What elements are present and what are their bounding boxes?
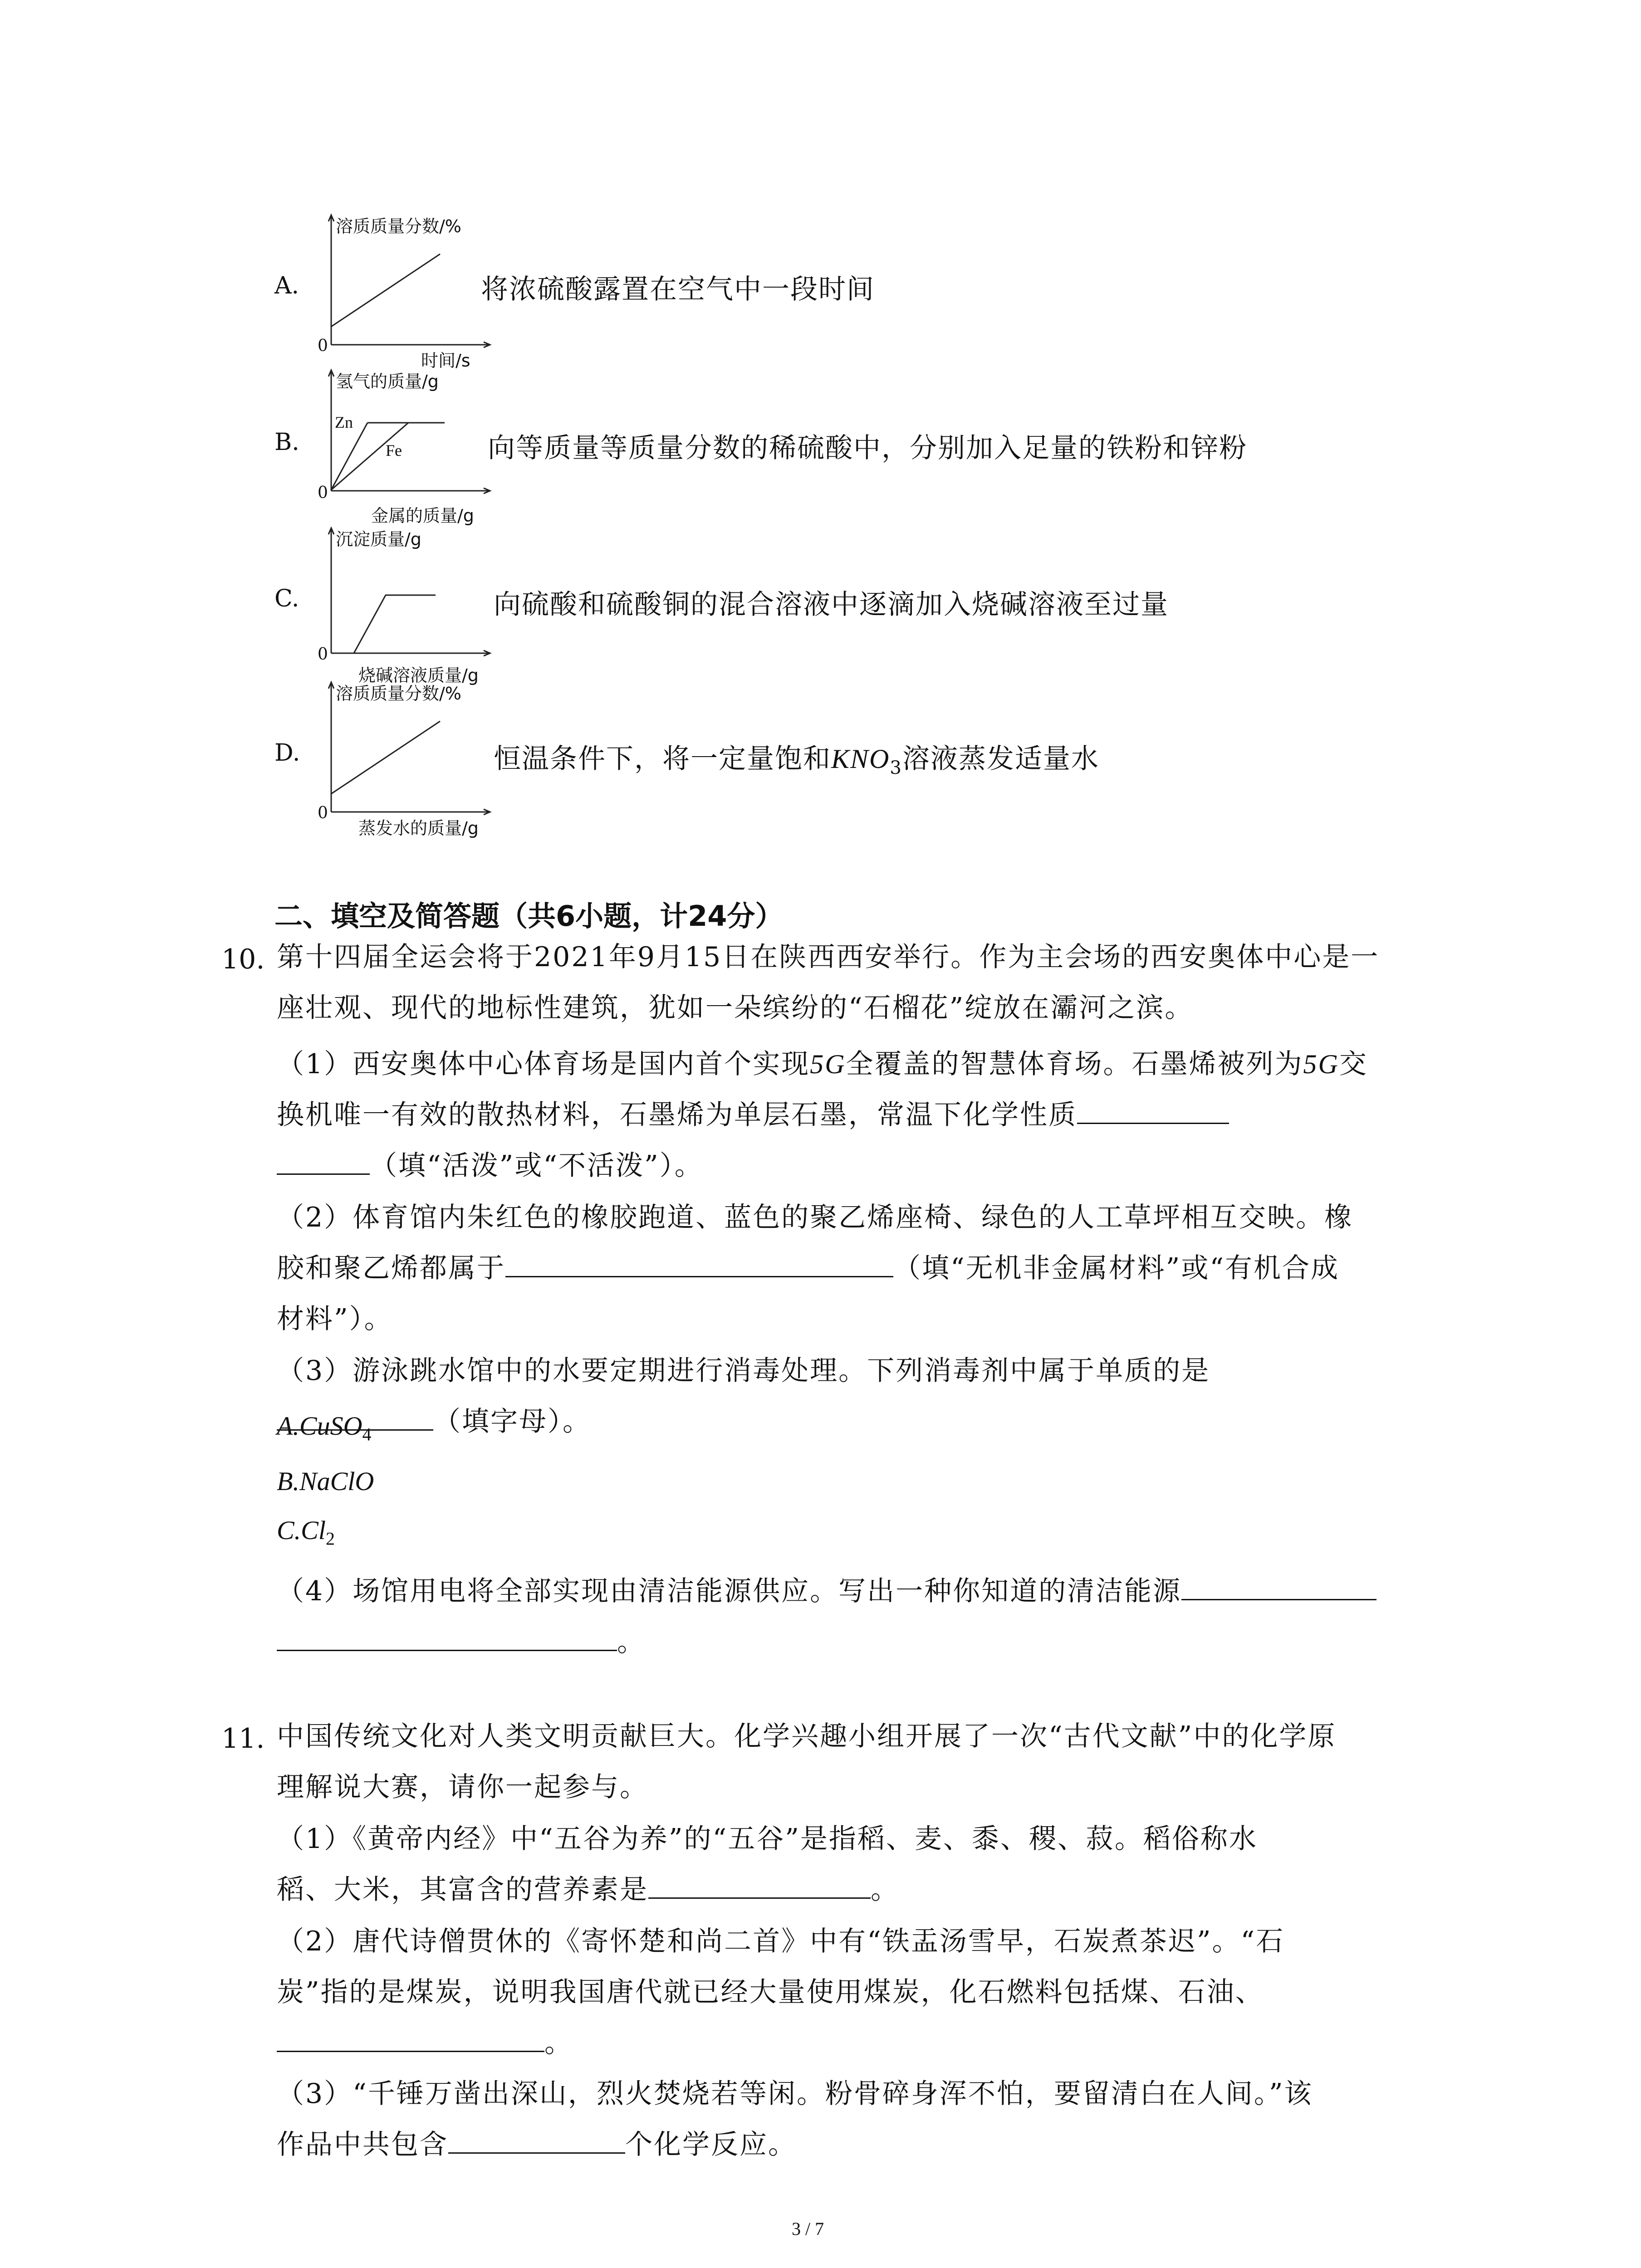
answer-blank[interactable] bbox=[277, 1146, 370, 1175]
option-text: 恒温条件下，将一定量饱和$KNO_3$溶液蒸发适量水 bbox=[494, 743, 1099, 778]
answer-blank[interactable] bbox=[448, 2125, 625, 2154]
x-axis-label: 时间/s bbox=[421, 351, 470, 371]
choice-a: A.CuSO$_4$ bbox=[277, 1411, 372, 1445]
option-letter: B. bbox=[274, 429, 299, 456]
option-text: 将浓硫酸露置在空气中一段时间 bbox=[481, 274, 875, 305]
q10-part3-line2: （填字母）。 bbox=[277, 1396, 591, 1447]
y-axis-label: 氢气的质量/g bbox=[336, 371, 439, 391]
origin-label: 0 bbox=[318, 337, 328, 355]
option-text: 向硫酸和硫酸铜的混合溶液中逐滴加入烧碱溶液至过量 bbox=[494, 589, 1169, 621]
answer-blank[interactable] bbox=[277, 1623, 617, 1651]
y-axis-label: 溶质质量分数/% bbox=[336, 216, 461, 236]
q10-part2-line3: 材料”）。 bbox=[277, 1303, 393, 1335]
answer-blank[interactable] bbox=[1077, 1095, 1229, 1124]
q10-part2-line2: 胶和聚乙烯都属于 （填“无机非金属材料”或“有机合成 bbox=[277, 1243, 1339, 1294]
q10-part4-line2: 。 bbox=[277, 1617, 646, 1667]
q11-part1-line1: （1）《黄帝内经》中“五谷为养”的“五谷”是指稻、麦、黍、稷、菽。稻俗称水 bbox=[277, 1823, 1258, 1855]
graph-c bbox=[318, 526, 499, 680]
option-letter: D. bbox=[274, 739, 300, 767]
q10-part4-line1: （4）场馆用电将全部实现由清洁能源供应。写出一种你知道的清洁能源 bbox=[277, 1566, 1376, 1617]
choice-b: B.NaClO bbox=[277, 1466, 374, 1496]
zn-line bbox=[331, 423, 367, 490]
graph-d bbox=[318, 680, 499, 835]
q10-intro-1: 第十四届全运会将于2021年9月15日在陕西西安举行。作为主会场的西安奥体中心是一 bbox=[277, 941, 1380, 973]
section-title: 二、填空及简答题（共6小题，计24分） bbox=[274, 899, 784, 933]
x-axis-label: 蒸发水的质量/g bbox=[358, 818, 479, 838]
q11-part1-line2: 稻、大米，其富含的营养素是 。 bbox=[277, 1864, 899, 1915]
question-number: 10. bbox=[221, 943, 265, 975]
choice-c: $C.Cl_2$ bbox=[277, 1515, 335, 1549]
question-number: 11. bbox=[221, 1723, 265, 1755]
q10-part1-line2: 换机唯一有效的散热材料，石墨烯为单层石墨，常温下化学性质 bbox=[277, 1090, 1229, 1140]
origin-label: 0 bbox=[318, 645, 328, 664]
answer-blank[interactable] bbox=[1181, 1572, 1376, 1600]
fe-label: Fe bbox=[386, 441, 402, 459]
origin-label: 0 bbox=[318, 484, 328, 502]
x-axis-label: 烧碱溶液质量/g bbox=[358, 665, 479, 685]
y-axis-label: 溶质质量分数/% bbox=[336, 684, 461, 704]
q11-part2-line2: 炭”指的是煤炭，说明我国唐代就已经大量使用煤炭，化石燃料包括煤、石油、 bbox=[277, 1976, 1264, 2008]
q10-part2-line1: （2）体育馆内朱红色的橡胶跑道、蓝色的聚乙烯座椅、绿色的人工草坪相互交映。橡 bbox=[277, 1202, 1353, 1233]
graph-b bbox=[318, 368, 499, 513]
q11-intro-1: 中国传统文化对人类文明贡献巨大。化学兴趣小组开展了一次“古代文献”中的化学原 bbox=[277, 1721, 1337, 1752]
q10-part1-line1: （1）西安奥体中心体育场是国内首个实现5G全覆盖的智慧体育场。石墨烯被列为5G交 bbox=[277, 1048, 1368, 1080]
q10-part1-line3: （填“活泼”或“不活泼”）。 bbox=[277, 1140, 703, 1191]
option-letter: A. bbox=[274, 272, 299, 299]
option-letter: C. bbox=[274, 585, 299, 612]
option-text: 向等质量等质量分数的稀硫酸中，分别加入足量的铁粉和锌粉 bbox=[488, 432, 1247, 464]
answer-blank[interactable] bbox=[648, 1870, 871, 1899]
answer-blank[interactable] bbox=[277, 2024, 544, 2052]
x-axis-label: 金属的质量/g bbox=[371, 506, 474, 526]
q11-part3-line1: （3）“千锤万凿出深山，烈火焚烧若等闲。粉骨碎身浑不怕，要留清白在人间。”该 bbox=[277, 2078, 1313, 2110]
y-axis-label: 沉淀质量/g bbox=[336, 529, 421, 549]
q10-part3-line1: （3）游泳跳水馆中的水要定期进行消毒处理。下列消毒剂中属于单质的是 bbox=[277, 1355, 1210, 1387]
q11-intro-2: 理解说大赛，请你一起参与。 bbox=[277, 1771, 648, 1803]
graph-a bbox=[318, 213, 499, 367]
q11-part2-line3: 。 bbox=[277, 2018, 573, 2068]
answer-blank[interactable] bbox=[505, 1249, 893, 1277]
origin-label: 0 bbox=[318, 804, 328, 822]
page-number: 3 / 7 bbox=[792, 2219, 824, 2239]
q10-intro-2: 座壮观、现代的地标性建筑，犹如一朵缤纷的“石榴花”绽放在灞河之滨。 bbox=[277, 992, 1194, 1024]
q11-part2-line1: （2）唐代诗僧贯休的《寄怀楚和尚二首》中有“铁盂汤雪早，石炭煮茶迟”。“石 bbox=[277, 1926, 1285, 1957]
q11-part3-line2: 作品中共包含 个化学反应。 bbox=[277, 2119, 797, 2170]
zn-label: Zn bbox=[335, 413, 353, 431]
